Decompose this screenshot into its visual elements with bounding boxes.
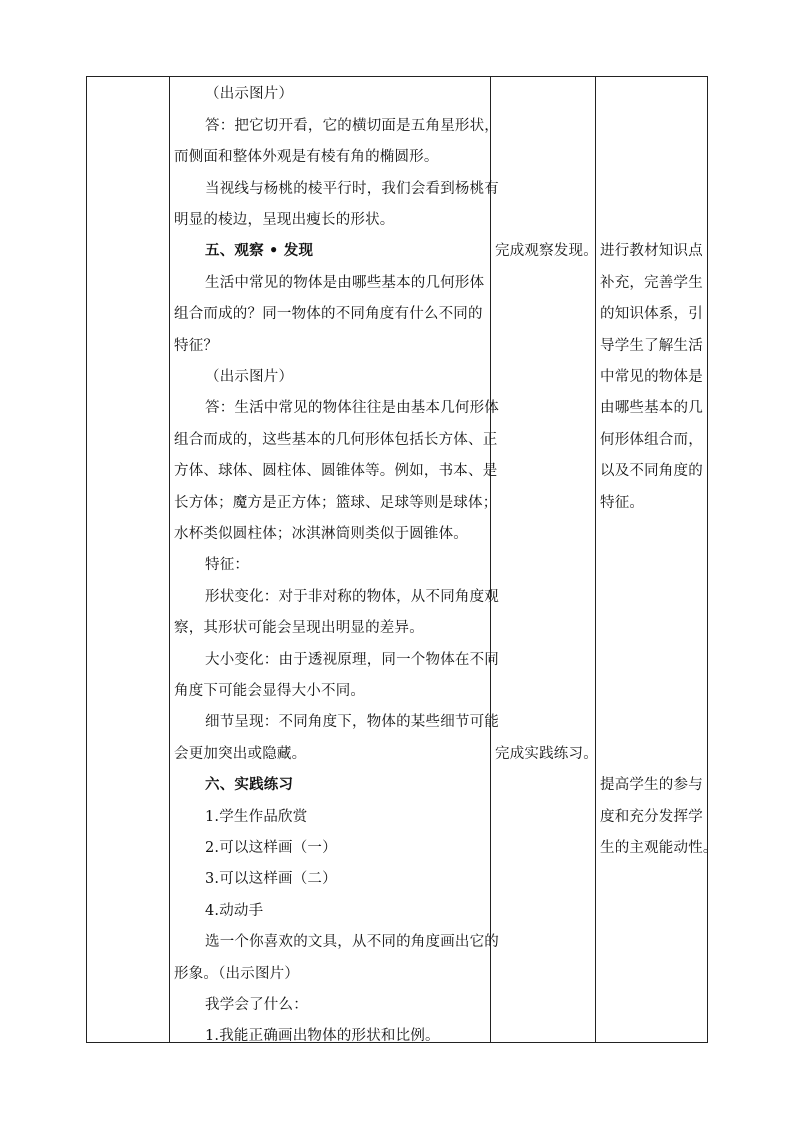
text-line: 特征？	[174, 338, 219, 354]
text-line: 形象。（出示图片）	[174, 966, 300, 982]
text-line: 生的主观能动性。	[600, 840, 718, 856]
text-line: 当视线与杨桃的棱平行时，我们会看到杨桃有	[205, 181, 499, 197]
lesson-table	[86, 76, 718, 1044]
text-line: 答：把它切开看，它的横切面是五角星形状，	[205, 118, 499, 134]
text-line: 察，其形状可能会呈现出明显的差异。	[174, 620, 424, 636]
text-line: 组合而成的？同一物体的不同角度有什么不同的	[174, 306, 483, 322]
text-line: 的知识体系，引	[600, 306, 703, 322]
text-line: 进行教材知识点	[600, 243, 703, 259]
text-line: 答：生活中常见的物体往往是由基本几何形体	[205, 400, 499, 416]
text-line: （出示图片）	[205, 86, 294, 102]
section-heading: 五、观察 • 发现	[205, 242, 314, 259]
text-line: 补充，完善学生	[600, 275, 703, 291]
text-line: 我学会了什么：	[205, 997, 308, 1013]
text-line: 生活中常见的物体是由哪些基本的几何形体	[205, 275, 485, 291]
text-line: 2.可以这样画（一）	[205, 840, 337, 856]
text-line: 4.动动手	[205, 903, 264, 919]
text-line: 特征。	[600, 495, 645, 511]
text-line: 而侧面和整体外观是有棱有角的椭圆形。	[174, 149, 439, 165]
text-line: 中常见的物体是	[600, 369, 703, 385]
text-line: 细节呈现：不同角度下，物体的某些细节可能	[205, 714, 499, 730]
text-line: 方体、球体、圆柱体、圆锥体等。例如，书本、是	[174, 463, 498, 479]
text-line: 1.我能正确画出物体的形状和比例。	[205, 1028, 440, 1044]
text-line: 完成观察发现。	[495, 243, 598, 259]
student-activity-column	[490, 77, 598, 1042]
design-intent-column	[595, 77, 718, 1042]
text-line: 角度下可能会显得大小不同。	[174, 683, 366, 699]
text-line: （出示图片）	[205, 369, 294, 385]
text-line: 何形体组合而，	[600, 432, 703, 448]
text-line: 明显的棱边，呈现出瘦长的形状。	[174, 212, 395, 228]
text-line: 特征：	[205, 557, 250, 573]
text-line: 度和充分发挥学	[600, 809, 703, 825]
text-line: 大小变化：由于透视原理，同一个物体在不同	[205, 652, 499, 668]
text-line: 水杯类似圆柱体；冰淇淋筒则类似于圆锥体。	[174, 526, 468, 542]
teacher-activity-column	[169, 77, 499, 1044]
text-line: 会更加突出或隐藏。	[174, 746, 307, 762]
text-line: 形状变化：对于非对称的物体，从不同角度观	[205, 589, 499, 605]
text-line: 长方体；魔方是正方体；篮球、足球等则是球体；	[174, 495, 498, 511]
text-line: 提高学生的参与	[600, 777, 703, 793]
text-line: 由哪些基本的几	[600, 400, 703, 416]
text-line: 1.学生作品欣赏	[205, 809, 308, 825]
text-line: 选一个你喜欢的文具，从不同的角度画出它的	[205, 934, 499, 950]
section-heading: 六、实践练习	[205, 776, 294, 793]
text-line: 组合而成的，这些基本的几何形体包括长方体、正	[174, 432, 498, 448]
stage-column	[87, 77, 169, 1042]
text-line: 完成实践练习。	[495, 746, 598, 762]
text-line: 以及不同角度的	[600, 463, 703, 479]
text-line: 3.可以这样画（二）	[205, 871, 337, 887]
text-line: 导学生了解生活	[600, 338, 703, 354]
